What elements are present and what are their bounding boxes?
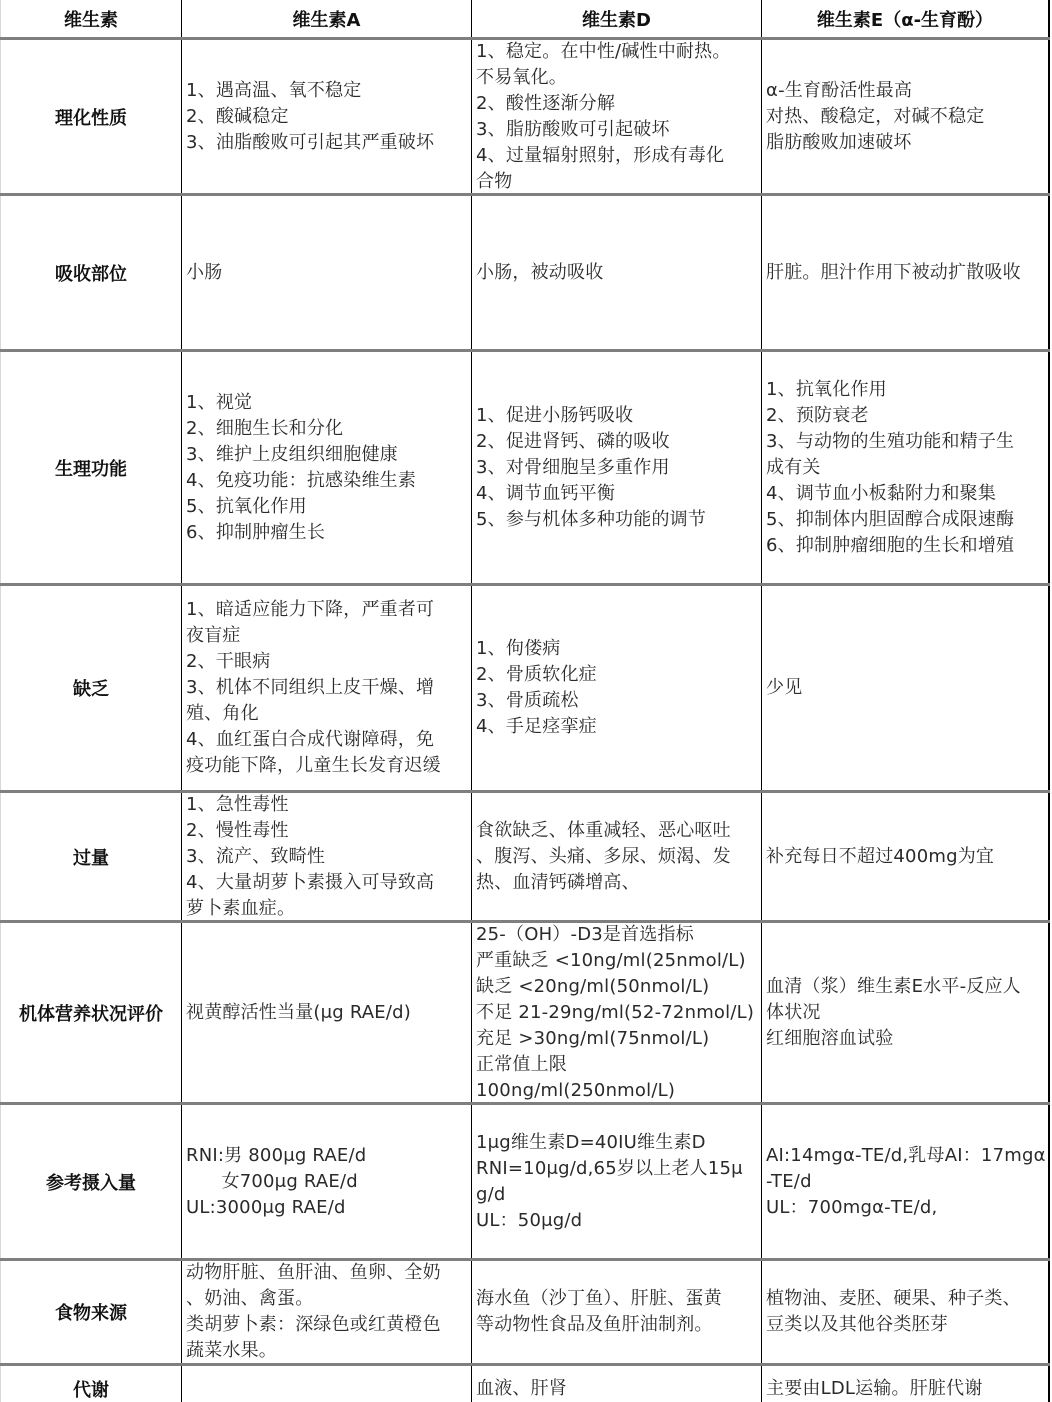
text-line: 小肠: [186, 261, 223, 283]
table-row-nutritional-assessment: [0, 923, 1050, 1105]
text-line: 4、调节血钙平衡: [476, 482, 616, 504]
text-line: 1、稳定。在中性/碱性中耐热。: [476, 40, 731, 62]
text-line: 3、对骨细胞呈多重作用: [476, 456, 670, 478]
vitamin-a-cell: [181, 196, 471, 349]
cell-text: [766, 1286, 1021, 1338]
vitamin-d-cell: [471, 196, 761, 349]
header-cell-vitamin-a: [181, 0, 471, 37]
text-line: 缺乏 <20ng/ml(50nmol/L): [476, 975, 710, 997]
text-line: 夜盲症: [186, 625, 241, 646]
vitamin-d-cell: [471, 793, 761, 920]
header-label: 维生素: [64, 9, 118, 31]
text-line: 1、佝偻病: [476, 638, 561, 659]
cell-text: [186, 1143, 366, 1221]
row-label: 机体营养状况评价: [19, 1003, 163, 1025]
row-label-cell: [0, 923, 181, 1102]
header-cell-vitamin-e: [761, 0, 1050, 37]
text-line: 25-（OH）-D3是首选指标: [476, 923, 694, 945]
text-line: 2、酸碱稳定: [186, 105, 289, 127]
row-label: 生理功能: [55, 458, 127, 480]
text-line: 2、细胞生长和分化: [186, 417, 344, 439]
row-label: 缺乏: [73, 679, 109, 700]
text-line: 1、促进小肠钙吸收: [476, 404, 634, 426]
text-line: 视黄醇活性当量(μg RAE/d): [186, 1001, 411, 1023]
row-label-cell: [0, 40, 181, 193]
text-line: 4、调节血小板黏附力和聚集: [766, 482, 997, 504]
text-line: 豆类以及其他谷类胚芽: [766, 1314, 948, 1335]
text-line: 1、抗氧化作用: [766, 378, 887, 400]
text-line: 1、暗适应能力下降，严重者可: [186, 599, 435, 620]
text-line: 4、血红蛋白合成代谢障碍，免: [186, 729, 435, 750]
text-line: 3、骨质疏松: [476, 690, 579, 711]
row-label-cell: [0, 1105, 181, 1258]
table-row-food-sources: [0, 1261, 1050, 1366]
text-line: 、奶油、禽蛋。: [186, 1288, 314, 1309]
text-line: 蔬菜水果。: [186, 1340, 277, 1361]
text-line: 5、抑制体内胆固醇合成限速酶: [766, 508, 1015, 530]
cell-text: [766, 974, 1021, 1052]
text-line: AI:14mgα-TE/d,乳母AI：17mgα: [766, 1144, 1046, 1166]
text-line: g/d: [476, 1183, 506, 1205]
text-line: 严重缺乏 <10ng/ml(25nmol/L): [476, 949, 746, 971]
text-line: 血液、肝肾: [476, 1378, 567, 1399]
text-line: 肝脏。胆汁作用下被动扩散吸收: [766, 261, 1021, 283]
row-label-cell: [0, 1366, 181, 1402]
text-line: 6、抑制肿瘤生长: [186, 521, 326, 543]
text-line: 正常值上限: [476, 1053, 567, 1075]
vitamin-a-cell: [181, 40, 471, 193]
table-row-properties: [0, 40, 1050, 196]
text-line: 1、遇高温、氧不稳定: [186, 79, 362, 101]
text-line: 殖、角化: [186, 703, 259, 724]
text-line: 萝卜素血症。: [186, 897, 296, 919]
row-label-cell: [0, 352, 181, 583]
text-line: 2、预防衰老: [766, 404, 869, 426]
vitamin-a-cell: [181, 1366, 471, 1402]
cell-text: [476, 260, 603, 286]
vitamin-d-cell: [471, 1366, 761, 1402]
header-label: 维生素D: [582, 9, 651, 31]
vitamin-a-cell: [181, 352, 471, 583]
text-line: 3、维护上皮组织细胞健康: [186, 443, 398, 465]
vitamin-a-cell: [181, 1261, 471, 1363]
text-line: 2、干眼病: [186, 651, 271, 672]
text-line: 5、参与机体多种功能的调节: [476, 508, 707, 530]
text-line: 类胡萝卜素：深绿色或红黄橙色: [186, 1314, 441, 1335]
text-line: 4、免疫功能：抗感染维生素: [186, 469, 417, 491]
text-line: UL：700mgα-TE/d,: [766, 1196, 938, 1218]
text-line: 红细胞溶血试验: [766, 1027, 894, 1049]
text-line: 等动物性食品及鱼肝油制剂。: [476, 1314, 713, 1335]
cell-text: [186, 597, 441, 779]
text-line: 不足 21-29ng/ml(52-72nmol/L): [476, 1001, 755, 1023]
cell-text: [186, 793, 434, 920]
text-line: 3、流产、致畸性: [186, 845, 326, 867]
cell-text: [766, 1143, 1046, 1221]
vitamin-d-cell: [471, 586, 761, 790]
vitamin-a-cell: [181, 586, 471, 790]
text-line: 4、大量胡萝卜素摄入可导致高: [186, 871, 435, 893]
vitamin-a-cell: [181, 793, 471, 920]
cell-text: [766, 377, 1014, 559]
text-line: 疫功能下降，儿童生长发育迟缓: [186, 755, 441, 776]
text-line: 1、急性毒性: [186, 793, 289, 815]
text-line: UL：50μg/d: [476, 1209, 583, 1231]
cell-text: [476, 923, 754, 1102]
cell-text: [476, 1130, 743, 1234]
cell-text: [476, 636, 597, 740]
vitamin-d-cell: [471, 1261, 761, 1363]
cell-text: [186, 1000, 411, 1026]
text-line: 合物: [476, 170, 513, 192]
table-row-physiological-function: [0, 352, 1050, 586]
text-line: 2、促进肾钙、磷的吸收: [476, 430, 670, 452]
text-line: 热、血清钙磷增高、: [476, 871, 640, 893]
row-label: 过量: [73, 847, 109, 869]
vitamin-d-cell: [471, 923, 761, 1102]
text-line: 小肠，被动吸收: [476, 261, 604, 283]
row-label-cell: [0, 196, 181, 349]
row-label-cell: [0, 1261, 181, 1363]
text-line: UL:3000μg RAE/d: [186, 1196, 346, 1218]
cell-text: [476, 403, 706, 533]
text-line: 100ng/ml(250nmol/L): [476, 1079, 676, 1101]
header-cell-vitamin-d: [471, 0, 761, 37]
cell-text: [766, 844, 994, 870]
text-line: 6、抑制肿瘤细胞的生长和增殖: [766, 534, 1015, 556]
text-line: 2、酸性逐渐分解: [476, 92, 616, 114]
row-label: 代谢: [73, 1380, 109, 1401]
header-label: 维生素A: [292, 9, 361, 31]
text-line: 体状况: [766, 1001, 821, 1023]
row-label: 食物来源: [55, 1303, 127, 1324]
text-line: 主要由LDL运输。肝脏代谢: [766, 1378, 983, 1399]
text-line: 3、脂肪酸败可引起破坏: [476, 118, 670, 140]
text-line: 3、机体不同组织上皮干燥、增: [186, 677, 435, 698]
text-line: RNI:男 800μg RAE/d: [186, 1144, 367, 1166]
vitamin-e-cell: [761, 793, 1050, 920]
table-row-deficiency: [0, 586, 1050, 793]
vitamin-e-cell: [761, 196, 1050, 349]
vitamin-e-cell: [761, 1105, 1050, 1258]
vitamin-e-cell: [761, 40, 1050, 193]
table-row-reference-intake: [0, 1105, 1050, 1261]
cell-text: [476, 1286, 722, 1338]
cell-text: [476, 1376, 567, 1402]
text-line: 动物肝脏、鱼肝油、鱼卵、全奶: [186, 1262, 441, 1283]
text-line: 女700μg RAE/d: [186, 1170, 358, 1192]
vitamin-e-cell: [761, 923, 1050, 1102]
row-label: 吸收部位: [55, 263, 127, 285]
cell-text: [476, 40, 731, 193]
cell-text: [186, 78, 434, 156]
cell-text: [766, 260, 1021, 286]
vitamin-d-cell: [471, 1105, 761, 1258]
header-label: 维生素E（α-生育酚）: [816, 9, 994, 31]
text-line: 脂肪酸败加速破坏: [766, 131, 912, 153]
cell-text: [186, 1261, 441, 1363]
text-line: 少见: [766, 677, 803, 698]
text-line: 海水鱼（沙丁鱼）、肝脏、蛋黄: [476, 1288, 722, 1309]
text-line: 成有关: [766, 456, 821, 478]
row-label: 参考摄入量: [46, 1172, 136, 1194]
cell-text: [766, 78, 984, 156]
table-row-excess: [0, 793, 1050, 923]
text-line: 不易氧化。: [476, 66, 567, 88]
cell-text: [186, 260, 222, 286]
text-line: 对热、酸稳定，对碱不稳定: [766, 105, 985, 127]
text-line: 3、与动物的生殖功能和精子生: [766, 430, 1015, 452]
text-line: α-生育酚活性最高: [766, 79, 913, 101]
vitamin-e-cell: [761, 1261, 1050, 1363]
text-line: 3、油脂酸败可引起其严重破坏: [186, 131, 435, 153]
cell-text: [766, 675, 802, 701]
header-cell-vitamin: [0, 0, 181, 37]
text-line: 食欲缺乏、体重减轻、恶心呕吐: [476, 819, 731, 841]
vitamin-e-cell: [761, 352, 1050, 583]
vitamin-a-cell: [181, 923, 471, 1102]
row-label-cell: [0, 586, 181, 790]
text-line: 1μg维生素D=40IU维生素D: [476, 1131, 706, 1153]
cell-text: [766, 1376, 983, 1402]
table-header-row: [0, 0, 1050, 40]
table-row-absorption-site: [0, 196, 1050, 352]
cell-text: [476, 818, 731, 896]
text-line: 2、慢性毒性: [186, 819, 289, 841]
text-line: RNI=10μg/d,65岁以上老人15μ: [476, 1157, 743, 1179]
text-line: 5、抗氧化作用: [186, 495, 307, 517]
vitamin-d-cell: [471, 352, 761, 583]
text-line: 植物油、麦胚、硬果、种子类、: [766, 1288, 1021, 1309]
text-line: 补充每日不超过400mg为宜: [766, 845, 995, 867]
table-row-metabolism: [0, 1366, 1050, 1402]
text-line: -TE/d: [766, 1170, 812, 1192]
text-line: 血清（浆）维生素E水平-反应人: [766, 975, 1021, 997]
text-line: 4、过量辐射照射，形成有毒化: [476, 144, 725, 166]
text-line: 2、骨质软化症: [476, 664, 597, 685]
vitamin-a-cell: [181, 1105, 471, 1258]
cell-text: [186, 390, 416, 546]
text-line: 充足 >30ng/ml(75nmol/L): [476, 1027, 710, 1049]
vitamin-e-cell: [761, 586, 1050, 790]
text-line: 、腹泻、头痛、多尿、烦渴、发: [476, 845, 731, 867]
text-line: 1、视觉: [186, 391, 253, 413]
vitamin-e-cell: [761, 1366, 1050, 1402]
text-line: 4、手足痉挛症: [476, 716, 597, 737]
row-label-cell: [0, 793, 181, 920]
vitamin-d-cell: [471, 40, 761, 193]
row-label: 理化性质: [55, 107, 127, 129]
